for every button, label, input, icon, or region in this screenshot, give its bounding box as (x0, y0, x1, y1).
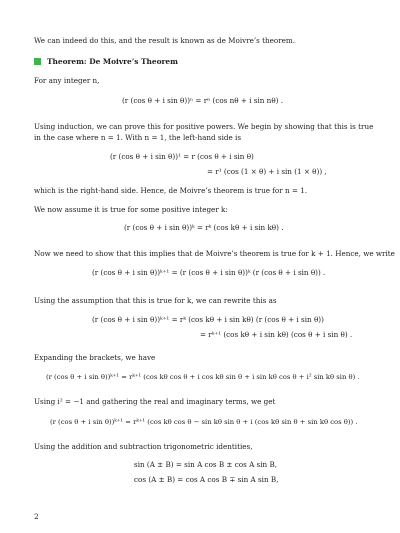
show-k-plus-one-paragraph: Now we need to show that this implies that de Moivre’s theorem is true for k + 1. Hence, we write (34, 249, 395, 258)
assumption-intro-paragraph: We now assume it is true for some positive integer k: (34, 205, 228, 214)
sine-addition-identity: sin (A ± B) = sin A cos B ± cos A sin B, (134, 460, 278, 469)
rewrite-equation-line-2: = rᵏ⁺¹ (cos kθ + i sin kθ) (cos θ + i sin θ) . (200, 330, 353, 339)
right-hand-side-paragraph: which is the right-hand side. Hence, de Moivre’s theorem is true for n = 1. (34, 186, 308, 195)
identities-paragraph: Using the addition and subtraction trigonometric identities, (34, 442, 253, 451)
page-number: 2 (34, 512, 39, 521)
for-any-integer-text: For any integer n, (34, 76, 100, 85)
expanding-paragraph: Expanding the brackets, we have (34, 353, 156, 362)
gathered-equation: (r (cos θ + i sin θ))ᵏ⁺¹ = rᵏ⁺¹ (cos kθ cos θ − sin kθ sin θ + i (cos kθ sin θ + sin kθ cos θ)) . (50, 418, 358, 426)
theorem-heading-text: Theorem: De Moivre’s Theorem (47, 57, 178, 66)
theorem-heading (34, 57, 178, 66)
induction-paragraph: Using induction, we can prove this for positive powers. We begin by showing that this is true in the case where n = 1. With n = 1, the left-hand side is (34, 122, 374, 142)
base-case-equation-line-2: = r¹ (cos (1 × θ) + i sin (1 × θ)) , (207, 167, 327, 176)
theorem-equation: (r (cos θ + i sin θ))ⁿ = rⁿ (cos nθ + i sin nθ) . (122, 96, 284, 105)
rewrite-paragraph: Using the assumption that this is true for k, we can rewrite this as (34, 296, 277, 305)
green-square-icon (34, 58, 41, 65)
intro-paragraph: We can indeed do this, and the result is known as de Moivre’s theorem. (34, 36, 296, 45)
rewrite-equation-line-1: (r (cos θ + i sin θ))ᵏ⁺¹ = rᵏ (cos kθ + i sin kθ) (r (cos θ + i sin θ)) (92, 315, 324, 324)
gathering-paragraph: Using i² = −1 and gathering the real and imaginary terms, we get (34, 397, 276, 406)
assumption-equation: (r (cos θ + i sin θ))ᵏ = rᵏ (cos kθ + i sin kθ) . (124, 223, 284, 232)
cosine-addition-identity: cos (A ± B) = cos A cos B ∓ sin A sin B, (134, 475, 279, 484)
base-case-equation-line-1: (r (cos θ + i sin θ))¹ = r (cos θ + i sin θ) (110, 152, 254, 161)
k-plus-one-equation: (r (cos θ + i sin θ))ᵏ⁺¹ = (r (cos θ + i sin θ))ᵏ (r (cos θ + i sin θ)) . (92, 268, 326, 277)
expanded-equation: (r (cos θ + i sin θ))ᵏ⁺¹ = rᵏ⁺¹ (cos kθ cos θ + i cos kθ sin θ + i sin kθ cos θ + i² sin kθ sin θ) . (46, 373, 360, 381)
